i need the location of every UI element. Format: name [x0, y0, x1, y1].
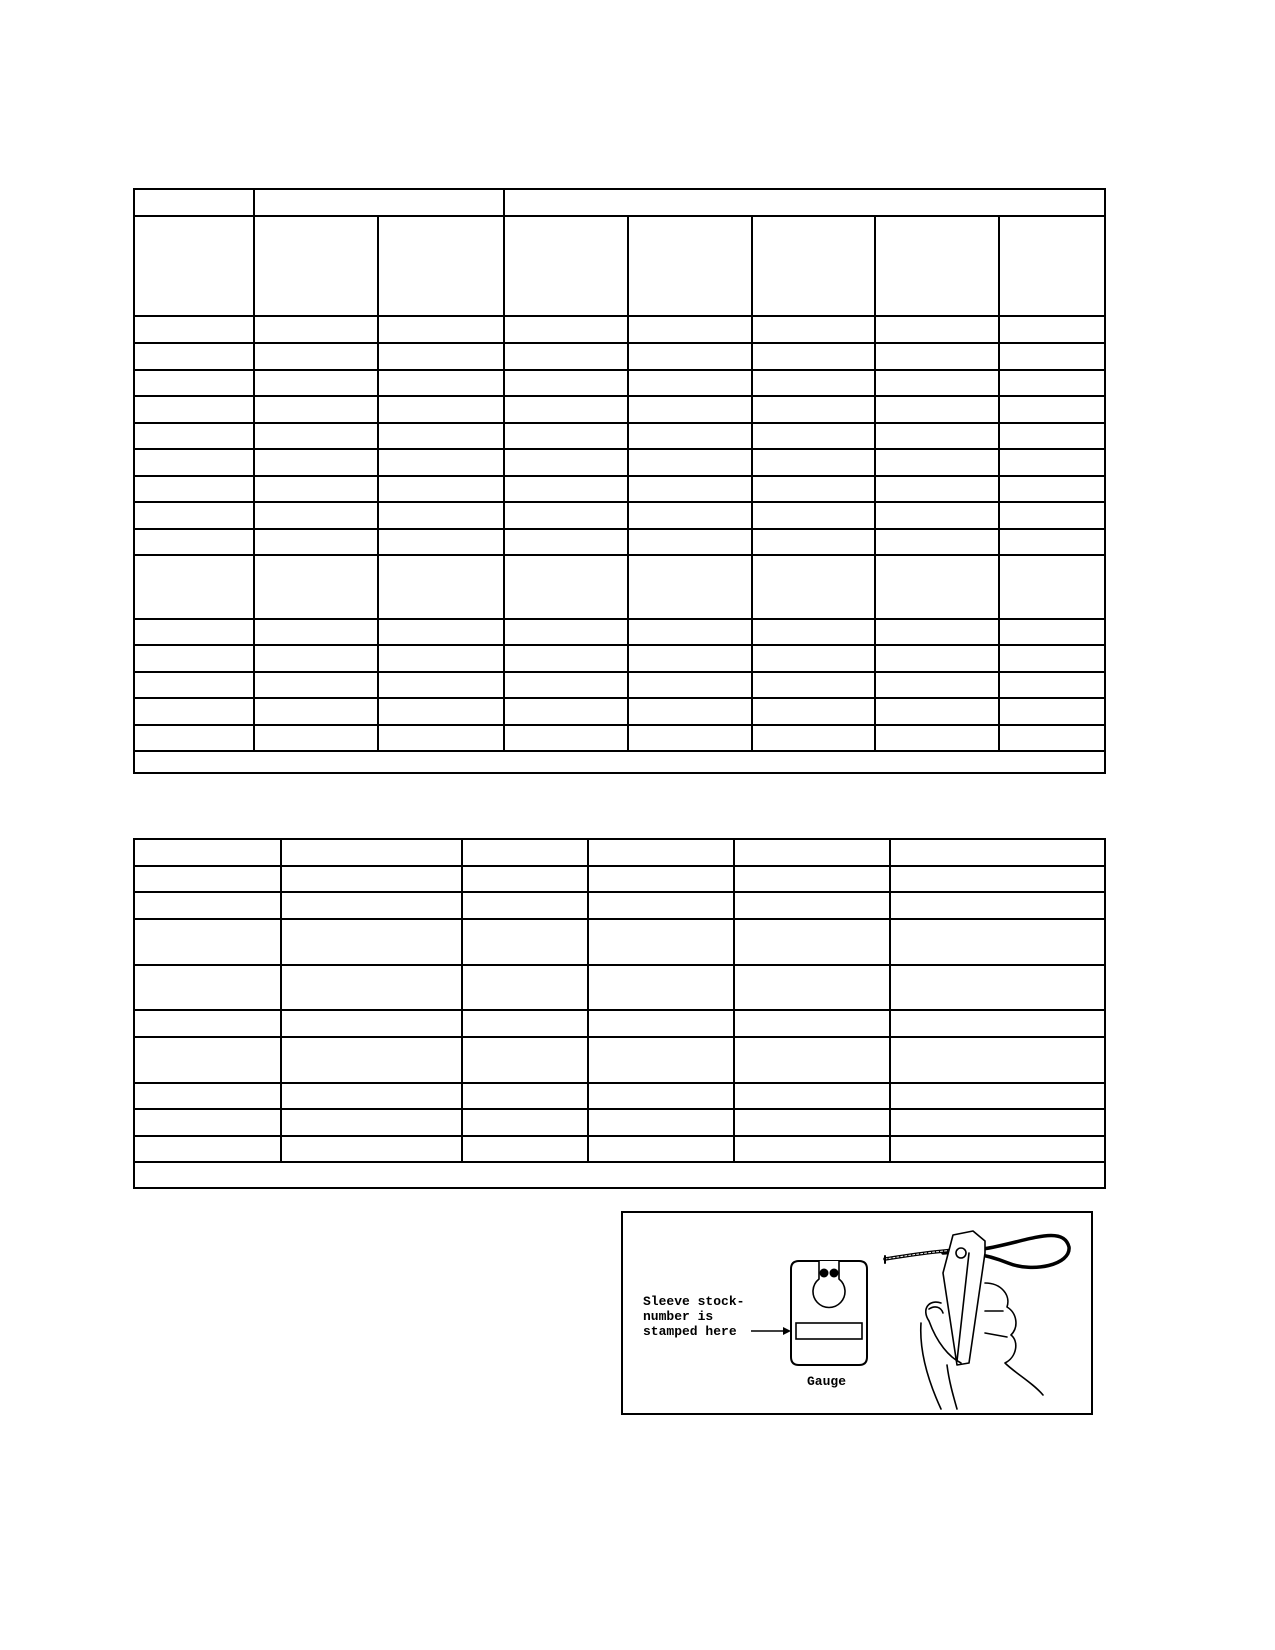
table-row: [134, 476, 1105, 502]
table-row: [134, 1010, 1105, 1037]
table-row: [134, 866, 1105, 892]
table-header-group-row: [134, 189, 1105, 216]
table-row: [134, 645, 1105, 672]
table-footnote-row: [134, 751, 1105, 773]
table-row: [134, 396, 1105, 423]
callout-arrowhead-icon: [783, 1327, 791, 1335]
table-header-row: [134, 839, 1105, 866]
gauge-icon: [791, 1261, 867, 1365]
table-row: [134, 555, 1105, 619]
callout-line-2: number is: [643, 1309, 714, 1324]
data-table-1: [133, 188, 1106, 774]
table-header-group: [254, 189, 504, 216]
table-row: [134, 1083, 1105, 1109]
table-row: [134, 1136, 1105, 1162]
table-row: [134, 965, 1105, 1010]
callout-line-3: stamped here: [643, 1324, 737, 1339]
table-footnote-row: [134, 1162, 1105, 1188]
table-row: [134, 343, 1105, 370]
table-row: [134, 449, 1105, 476]
table-row: [134, 423, 1105, 449]
gauge-figure: [621, 1211, 1093, 1415]
table-row: [134, 370, 1105, 396]
table-row: [134, 529, 1105, 555]
table-row: [134, 1109, 1105, 1136]
table-row: [134, 725, 1105, 751]
table-header-group: [504, 189, 1105, 216]
table-header-cell: [134, 189, 254, 216]
table-row: [134, 892, 1105, 919]
table-row: [134, 919, 1105, 965]
table-row: [134, 502, 1105, 529]
table-row: [134, 316, 1105, 343]
gauge-illustration: [623, 1213, 1091, 1413]
hand-with-cable-icon: [885, 1231, 1069, 1409]
callout-line-1: Sleeve stock-: [643, 1294, 745, 1309]
table-row: [134, 672, 1105, 698]
table-header-row: [134, 216, 1105, 316]
table-row: [134, 698, 1105, 725]
table-row: [134, 619, 1105, 645]
gauge-label: Gauge: [807, 1374, 847, 1389]
table-footnote: [134, 1162, 1105, 1188]
table-row: [134, 1037, 1105, 1083]
data-table-2: [133, 838, 1106, 1189]
table-footnote: [134, 751, 1105, 773]
